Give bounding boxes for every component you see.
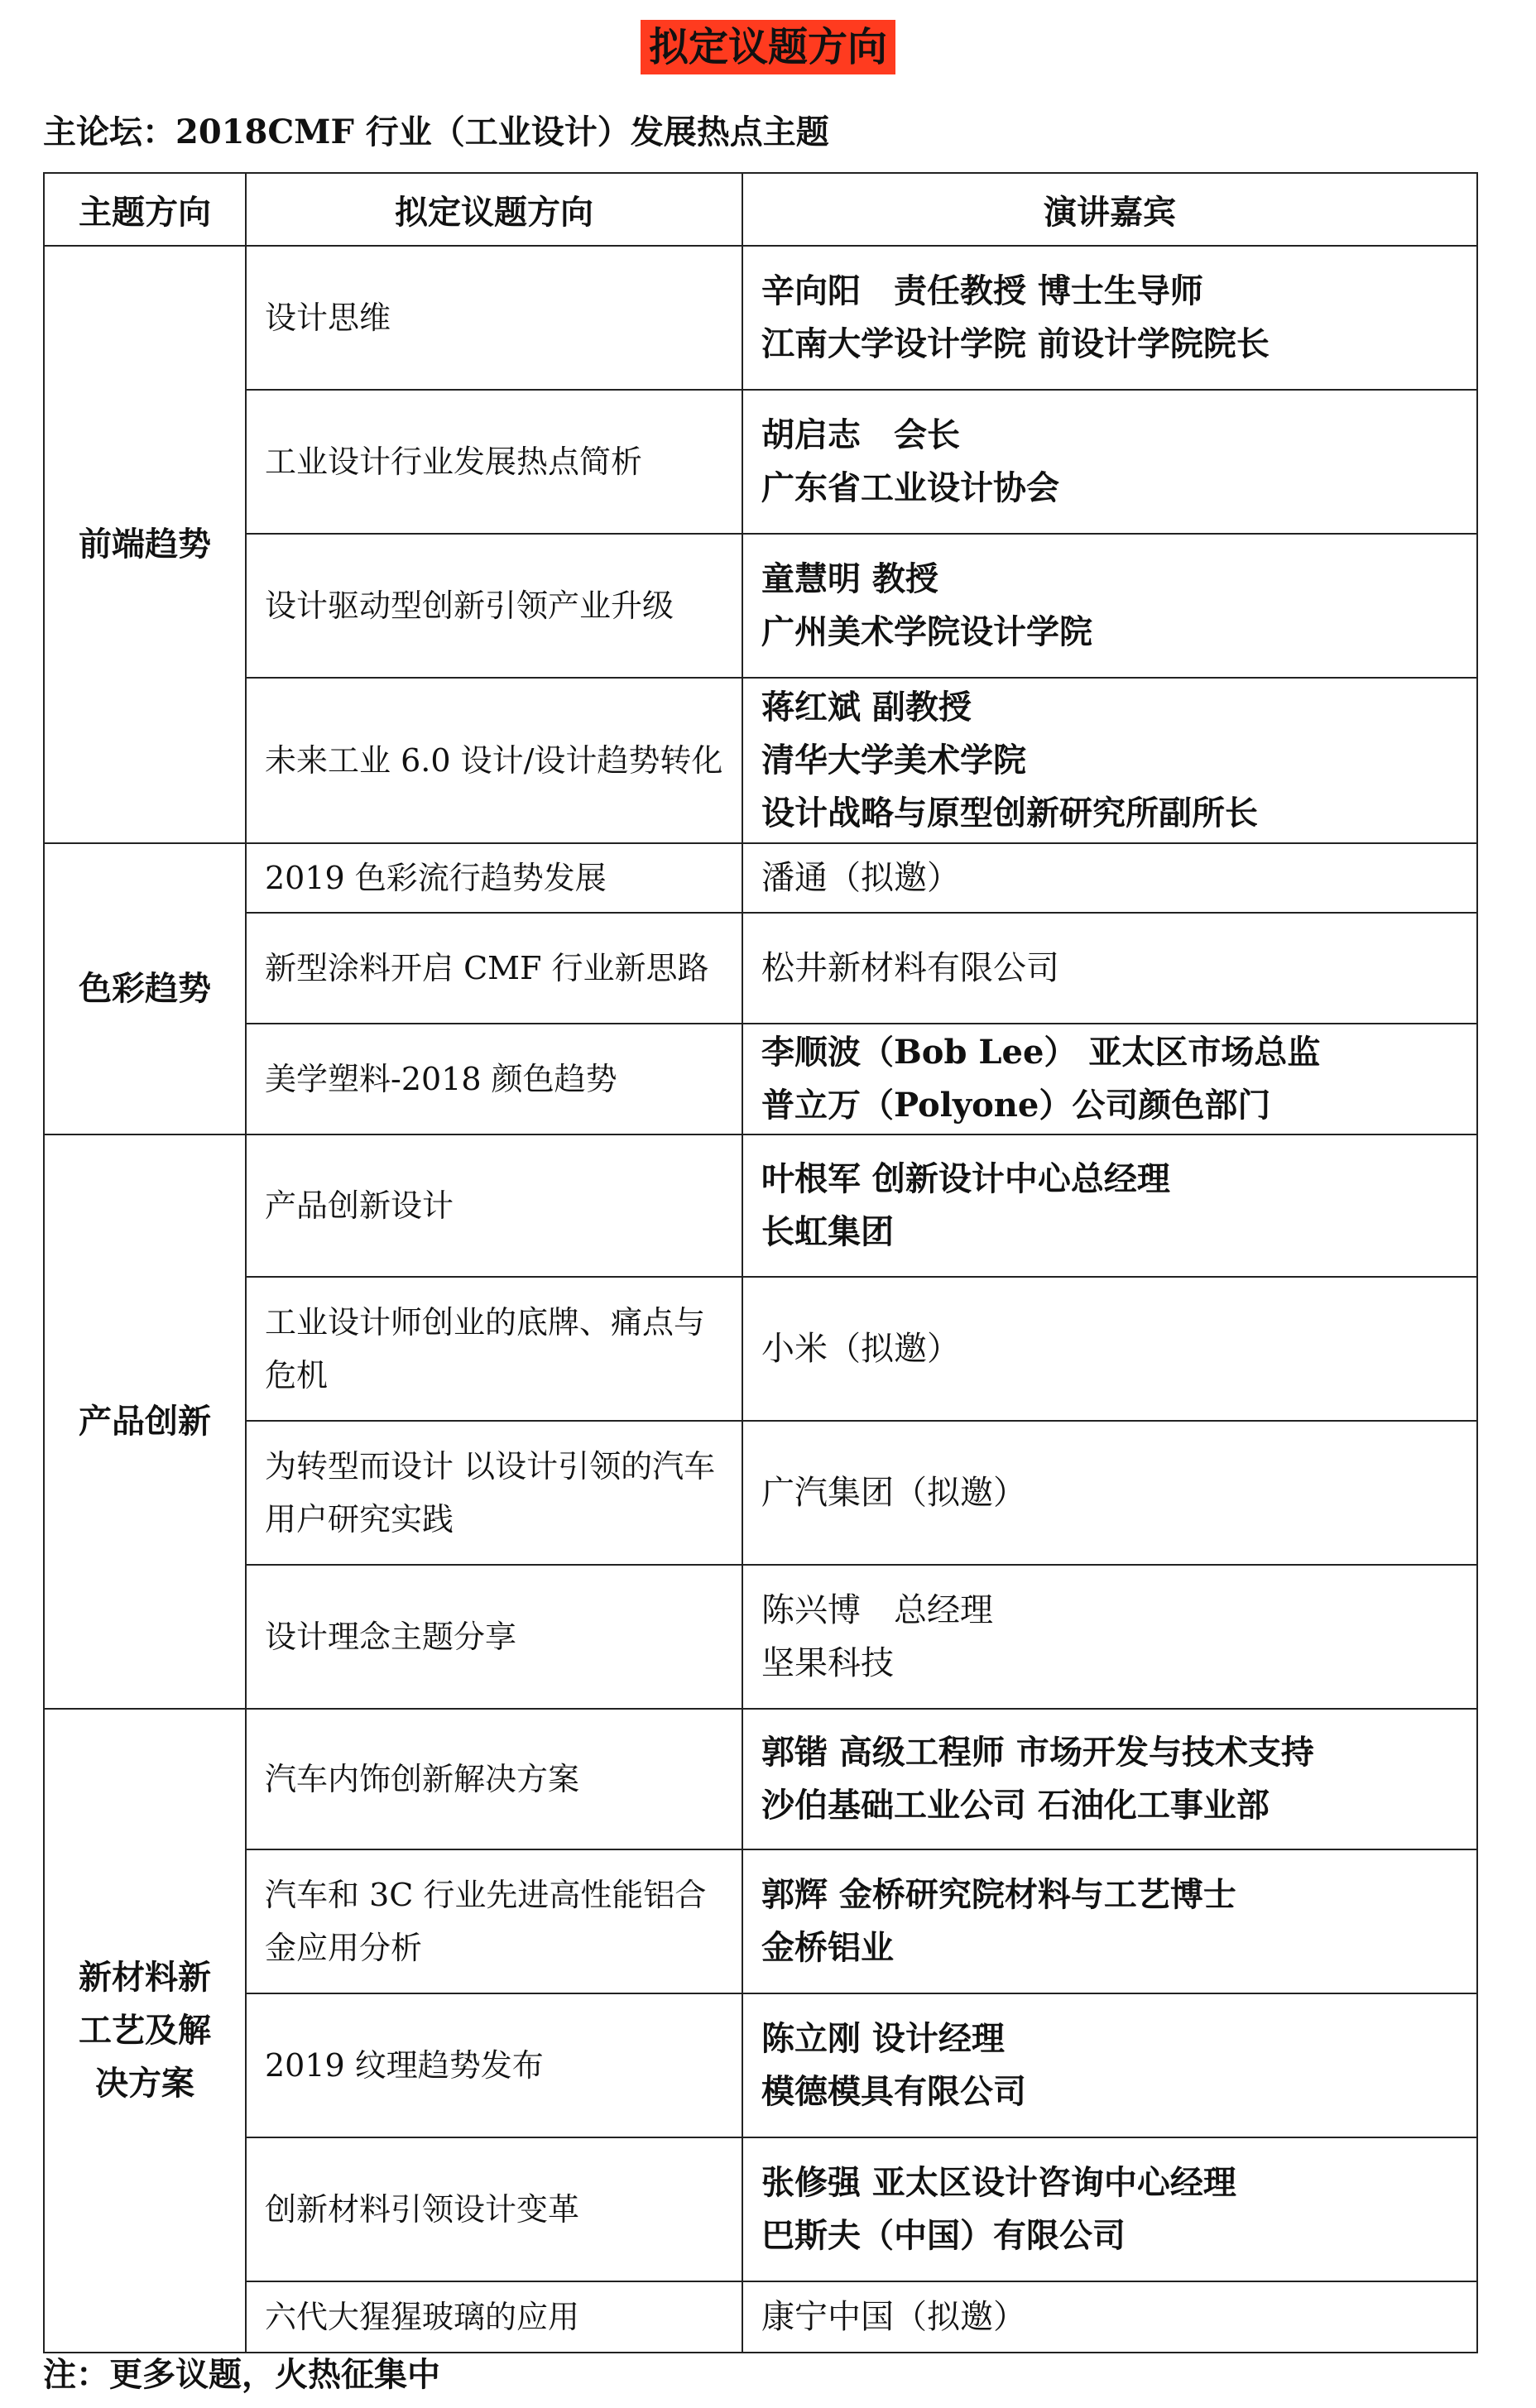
speaker-cell	[742, 1709, 1477, 1849]
table-row	[44, 1277, 1477, 1421]
topic-cell: 创新材料引领设计变革	[246, 2137, 742, 2281]
speaker-line: 清华大学美术学院	[761, 741, 1026, 779]
table-row	[44, 1709, 1477, 1849]
speaker-cell	[742, 1421, 1477, 1565]
topic-cell: 为转型而设计 以设计引领的汽车用户研究实践	[246, 1421, 742, 1565]
speaker-line: 蒋红斌 副教授	[761, 688, 972, 727]
table-row	[44, 913, 1477, 1024]
table-row	[44, 1024, 1477, 1134]
topic-cell: 未来工业 6.0 设计/设计趋势转化	[246, 678, 742, 843]
speaker-cell	[742, 2281, 1477, 2353]
table-row	[44, 1565, 1477, 1709]
speaker-line: 坚果科技	[761, 1644, 894, 1682]
topic-cell: 新型涂料开启 CMF 行业新思路	[246, 913, 742, 1024]
forum-subtitle: 主论坛：2018CMF 行业（工业设计）发展热点主题	[43, 113, 829, 151]
category-label: 新材料新工艺及解决方案	[79, 1958, 211, 2103]
category-cell	[44, 843, 246, 1134]
speaker-cell	[742, 1134, 1477, 1277]
speaker-cell	[742, 843, 1477, 913]
speaker-line: 陈兴博 总经理	[761, 1591, 993, 1629]
table-row	[44, 1134, 1477, 1277]
topic-cell: 工业设计师创业的底牌、痛点与危机	[246, 1277, 742, 1421]
agenda-table	[43, 172, 1478, 2353]
speaker-line: 长虹集团	[761, 1212, 894, 1251]
speaker-line: 金桥铝业	[761, 1928, 894, 1967]
speaker-line: 广汽集团（拟邀）	[761, 1474, 1026, 1512]
topic-cell: 汽车内饰创新解决方案	[246, 1709, 742, 1849]
speaker-line: 陈立刚 设计经理	[761, 2019, 1005, 2058]
table-row	[44, 534, 1477, 678]
speaker-line: 小米（拟邀）	[761, 1330, 960, 1368]
topic-cell: 设计理念主题分享	[246, 1565, 742, 1709]
topic-cell: 2019 纹理趋势发布	[246, 1993, 742, 2137]
speaker-cell	[742, 678, 1477, 843]
table-row	[44, 678, 1477, 843]
speaker-cell	[742, 2137, 1477, 2281]
speaker-line: 沙伯基础工业公司 石油化工事业部	[761, 1786, 1270, 1825]
speaker-cell	[742, 1565, 1477, 1709]
table-row	[44, 2281, 1477, 2353]
topic-cell: 产品创新设计	[246, 1134, 742, 1277]
speaker-cell	[742, 1849, 1477, 1993]
table-row	[44, 246, 1477, 390]
topic-cell: 六代大猩猩玻璃的应用	[246, 2281, 742, 2353]
table-row	[44, 1849, 1477, 1993]
speaker-line: 康宁中国（拟邀）	[761, 2298, 1026, 2336]
speaker-cell	[742, 534, 1477, 678]
speaker-line: 巴斯夫（中国）有限公司	[761, 2216, 1126, 2255]
speaker-line: 设计战略与原型创新研究所副所长	[761, 794, 1258, 832]
table-row	[44, 1421, 1477, 1565]
topic-cell: 工业设计行业发展热点简析	[246, 390, 742, 534]
speaker-cell	[742, 390, 1477, 534]
table-row	[44, 1993, 1477, 2137]
speaker-line: 叶根军 创新设计中心总经理	[761, 1159, 1170, 1198]
speaker-line: 模德模具有限公司	[761, 2072, 1026, 2111]
speaker-line: 广州美术学院设计学院	[761, 612, 1092, 651]
speaker-cell	[742, 246, 1477, 390]
speaker-line: 普立万（Polyone）公司颜色部门	[761, 1086, 1271, 1125]
footer-note: 注：更多议题，火热征集中	[43, 2355, 440, 2394]
speaker-line: 江南大学设计学院 前设计学院院长	[761, 324, 1270, 363]
category-label: 产品创新	[79, 1402, 211, 1441]
speaker-cell	[742, 913, 1477, 1024]
header-topic: 拟定议题方向	[246, 173, 742, 246]
table-header-row	[44, 173, 1477, 246]
category-label: 前端趋势	[79, 525, 211, 564]
speaker-line: 松井新材料有限公司	[761, 949, 1059, 987]
table-row	[44, 390, 1477, 534]
header-category: 主题方向	[44, 173, 246, 246]
header-speaker: 演讲嘉宾	[742, 173, 1477, 246]
category-cell	[44, 1134, 246, 1709]
speaker-line: 胡启志 会长	[761, 415, 960, 454]
category-cell	[44, 1709, 246, 2353]
speaker-cell	[742, 1024, 1477, 1134]
category-cell	[44, 246, 246, 843]
table-row	[44, 2137, 1477, 2281]
topic-cell: 汽车和 3C 行业先进高性能铝合金应用分析	[246, 1849, 742, 1993]
speaker-line: 潘通（拟邀）	[761, 859, 960, 897]
speaker-cell	[742, 1993, 1477, 2137]
speaker-line: 辛向阳 责任教授 博士生导师	[761, 271, 1203, 310]
page-title: 拟定议题方向	[641, 20, 895, 74]
category-label: 色彩趋势	[79, 969, 211, 1008]
speaker-line: 郭锴 高级工程师 市场开发与技术支持	[761, 1733, 1314, 1772]
topic-cell: 美学塑料-2018 颜色趋势	[246, 1024, 742, 1134]
topic-cell: 设计驱动型创新引领产业升级	[246, 534, 742, 678]
speaker-line: 广东省工业设计协会	[761, 468, 1059, 507]
topic-cell: 设计思维	[246, 246, 742, 390]
speaker-cell	[742, 1277, 1477, 1421]
speaker-line: 郭辉 金桥研究院材料与工艺博士	[761, 1875, 1236, 1914]
speaker-line: 童慧明 教授	[761, 559, 938, 598]
topic-cell: 2019 色彩流行趋势发展	[246, 843, 742, 913]
table-row	[44, 843, 1477, 913]
title-wrap	[0, 20, 1536, 74]
speaker-line: 李顺波（Bob Lee） 亚太区市场总监	[761, 1033, 1321, 1072]
speaker-line: 张修强 亚太区设计咨询中心经理	[761, 2163, 1236, 2202]
